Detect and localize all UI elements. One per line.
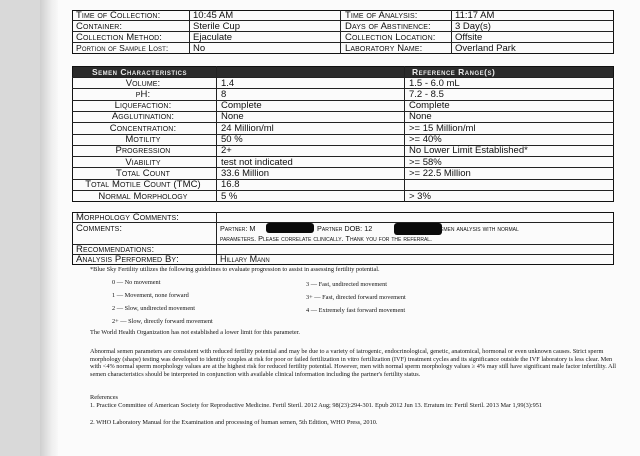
interpretation-paragraph: Abnormal semen parameters are consistent with reduced fertility potential and may be due to a variety of iatrogenic, endocrinological, genetic, anatomical, hormonal or even unknown causes. Strict sperm morphology (shape) testing was developed to identify couples at risk for poor or failed fertilization in vitro fertilization (IVF) treatment cycles and its significance outside the IVF laboratory is less clear. Men with <4% normal sperm morphology values are at the highest risk for reduced fertility potential. However, men with normal sperm morphology values ≥ 4% may still have significant male factor infertility. All semen characteristics should be interpreted in conjunction with available clinical information including the partner's fertility status. [90, 348, 617, 378]
analysis-performed-value: Hillary Mann [220, 254, 270, 264]
collection-location-value: Offsite [455, 31, 483, 43]
semen-row-value: 50 % [221, 134, 243, 145]
laboratory-name-value: Overland Park [455, 42, 516, 54]
progression-intro: *Blue Sky Fertility utilizes the following guidelines to evaluate progression to assist in assessing fertility potential. [90, 266, 380, 273]
legend-right-1: 3+ — Fast, directed forward movement [306, 294, 406, 301]
semen-row-value: 1.4 [221, 77, 235, 89]
time-of-collection-label: Time of Collection: [76, 10, 161, 21]
semen-row-reference: 1.5 - 6.0 mL [409, 77, 460, 89]
semen-row-value: 2+ [221, 145, 232, 157]
redaction-bar [266, 223, 314, 233]
semen-row-reference: Complete [409, 100, 450, 112]
time-of-collection-value: 10:45 AM [193, 10, 234, 21]
page-shadow [40, 0, 60, 456]
semen-row-label: Concentration: [109, 122, 177, 134]
semen-row-value: 5 % [221, 190, 238, 202]
legend-left-0: 0 — No movement [112, 279, 161, 286]
semen-row-reference: 7.2 - 8.5 [409, 88, 444, 100]
legend-left-3: 2+ — Slow, directly forward movement [112, 318, 213, 325]
semen-row-label: Normal Morphology [98, 190, 188, 202]
collection-method-label: Collection Method: [76, 31, 163, 43]
reference-range-header: Reference Range(s) [412, 67, 496, 77]
partner-name: Partner: M [220, 224, 256, 233]
recommendations-label: Recommendations: [76, 244, 155, 255]
semen-row-label: Progression [115, 145, 171, 157]
portion-lost-label: Portion of Sample Lost: [76, 42, 169, 53]
container-label: Container: [76, 20, 123, 32]
partner-dob: Partner DOB: 12 [317, 224, 373, 233]
semen-row-reference: >= 22.5 Million [409, 167, 471, 179]
comment-line-1: emen analysis with normal [440, 224, 519, 233]
container-value: Sterile Cup [193, 20, 240, 32]
morphology-comments-label: Morphology Comments: [76, 212, 179, 223]
semen-row-reference: No Lower Limit Established* [409, 145, 528, 157]
days-abstinence-label: Days of Abstinence: [345, 20, 431, 32]
references-title: References [90, 394, 118, 401]
semen-row-label: Agglutination: [111, 111, 175, 123]
semen-row-label: Total Motile Count (TMC) [85, 179, 201, 191]
semen-row-label: Motility [125, 134, 161, 145]
semen-row-reference: > 3% [409, 190, 431, 202]
semen-row-label: Total Count [116, 167, 170, 179]
analysis-performed-label: Analysis Performed By: [76, 254, 179, 265]
semen-row-value: 33.6 Million [221, 167, 270, 179]
comments-label: Comments: [76, 223, 123, 234]
legend-left-1: 1 — Movement, none forward [112, 292, 189, 299]
legend-right-2: 4 — Extremely fast forward movement [306, 307, 406, 314]
days-abstinence-value: 3 Day(s) [455, 20, 491, 32]
semen-row-label: pH: [135, 88, 151, 100]
semen-characteristics-header: Semen Characteristics [92, 67, 188, 77]
semen-row-value: 16.8 [221, 179, 240, 191]
reference-2: 2. WHO Laboratory Manual for the Examination and processing of human semen, 5th Edition, WHO Press, 2010. [90, 419, 378, 426]
time-of-analysis-label: Time of Analysis: [345, 10, 418, 21]
semen-row-reference: >= 40% [409, 134, 442, 145]
semen-row-label: Viability [125, 156, 161, 168]
semen-row-value: 8 [221, 88, 227, 100]
semen-row-value: test not indicated [221, 156, 293, 168]
semen-row-value: 24 Million/ml [221, 122, 274, 134]
time-of-analysis-value: 11:17 AM [455, 10, 495, 21]
semen-row-value: Complete [221, 100, 262, 112]
comment-line-2: parameters. Please correlate clinically. Thank you for the referral. [220, 234, 433, 243]
portion-lost-value: No [193, 42, 206, 54]
reference-1: 1. Practice Committee of American Society for Reproductive Medicine. Fertil Steril. 2012 Aug; 98(23):294-301. Epub 2012 Jun 13. Erratum in: Fertil Steril. 2013 Mar 1,99(3):951 [90, 402, 543, 409]
semen-row-reference: None [409, 111, 432, 123]
who-note: The World Health Organization has not established a lower limit for this parameter. [90, 329, 300, 336]
collection-method-value: Ejaculate [193, 31, 233, 43]
collection-location-label: Collection Location: [345, 31, 436, 43]
semen-row-value: None [221, 111, 244, 123]
semen-row-label: Volume: [125, 77, 161, 89]
legend-right-0: 3 — Fast, undirected movement [306, 281, 387, 288]
semen-row-label: Liquefaction: [114, 100, 172, 112]
semen-row-reference: >= 58% [409, 156, 442, 168]
laboratory-name-label: Laboratory Name: [345, 42, 423, 54]
legend-left-2: 2 — Slow, undirected movement [112, 305, 196, 312]
semen-row-reference: >= 15 Million/ml [409, 122, 476, 134]
